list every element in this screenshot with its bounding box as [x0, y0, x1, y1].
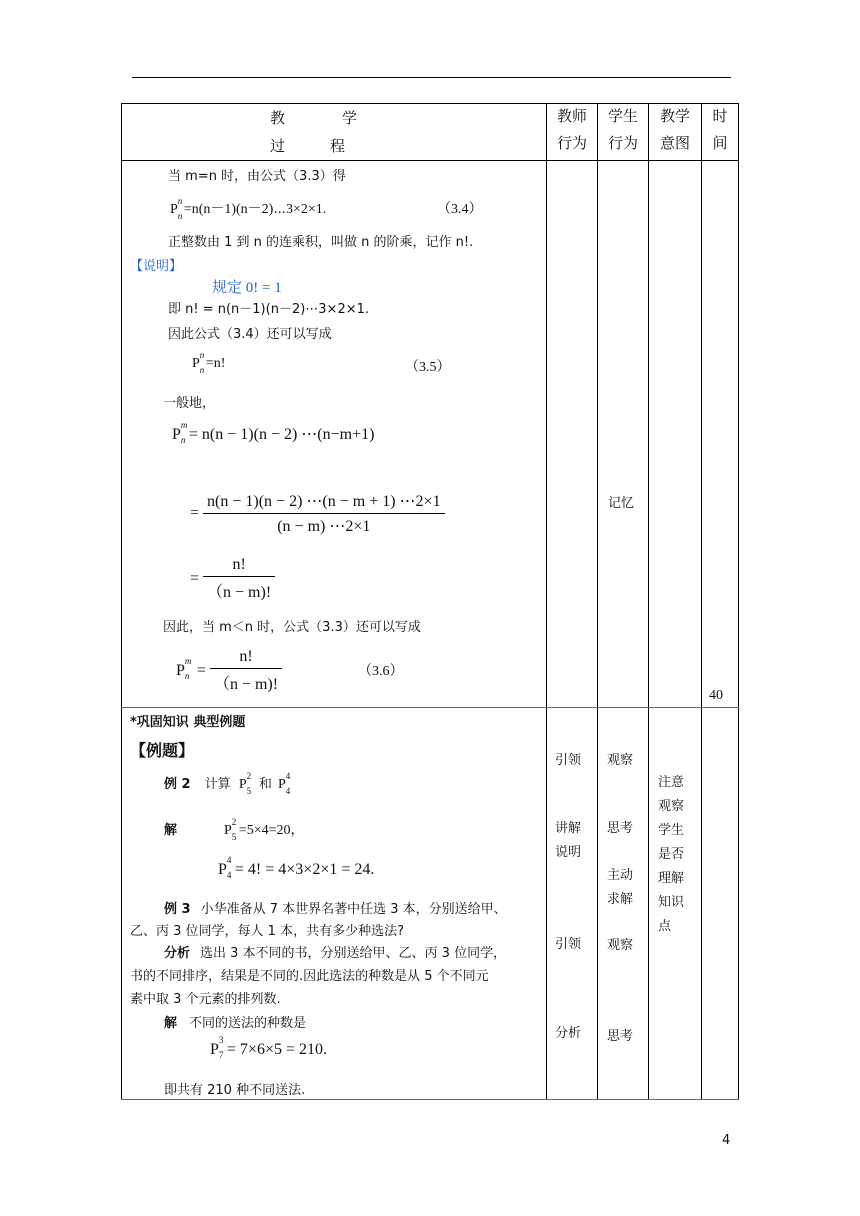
- col-divider-2: [597, 103, 598, 1100]
- teacher-behavior-3: 引领: [555, 937, 582, 952]
- note-label: 【说明】: [130, 259, 183, 274]
- student-behavior-4: 观察: [607, 938, 634, 953]
- formula-3-6: P m n = $\frac{n!}{(n - m)!}$: [176, 648, 282, 694]
- solution-label-1: 解: [164, 823, 178, 838]
- header-teaching-intent: 教学 意图: [659, 107, 690, 152]
- solution-p52: P 2 5 =5×4=20，: [224, 817, 305, 842]
- header-teacher-behavior: 教师 行为: [556, 107, 587, 152]
- analysis-line1: 分析 选出 3 本不同的书，分别送给甲、乙、丙 3 位同学，: [164, 946, 507, 961]
- solution-p44: P 4 4 = 4! = 4×3×2×1 = 24.: [218, 855, 375, 880]
- page-number: 4: [722, 1133, 731, 1148]
- top-rule: [132, 77, 731, 78]
- table-top-border: [121, 103, 739, 104]
- note-zero-factorial: 规定 0! = 1: [212, 280, 282, 296]
- col-divider-1: [546, 103, 547, 1100]
- formula-3-6-number: （3.6）: [358, 664, 404, 679]
- student-behavior-memorize: 记忆: [608, 496, 635, 511]
- teacher-behavior-2: 讲解 说明: [555, 821, 582, 860]
- text-when-m-equals-n: 当 m=n 时，由公式（3.3）得: [168, 169, 346, 184]
- section-title: *巩固知识 典型例题: [130, 715, 246, 730]
- formula-general: P m n = n(n − 1)(n − 2) ⋯(n−m+1): [172, 420, 375, 445]
- col-divider-4: [701, 103, 702, 1100]
- analysis-line3: 素中取 3 个元素的排列数.: [130, 992, 281, 1007]
- teacher-behavior-4: 分析: [555, 1026, 582, 1041]
- student-behavior-1: 观察: [607, 753, 634, 768]
- example-3-line2: 乙、丙 3 位同学，每人 1 本，共有多少种选法?: [130, 924, 404, 939]
- formula-fraction-2: = $\frac{n!}{(n - m)!}$: [190, 556, 275, 602]
- teaching-intent: 注意 观察 学生 是否 理解 知识 点: [658, 775, 685, 934]
- student-behavior-3: 主动 求解: [607, 868, 634, 907]
- text-in-general: 一般地，: [163, 396, 216, 411]
- header-col1-char1: 教: [270, 109, 286, 127]
- example-2: 例 2 计算 P 2 5 和 P 4 4: [164, 771, 291, 796]
- header-time: 时 间: [712, 107, 728, 152]
- student-behavior-5: 思考: [607, 1029, 634, 1044]
- text-factorial-definition: 正整数由 1 到 n 的连乘积，叫做 n 的阶乘，记作 n!.: [168, 235, 474, 250]
- text-n-factorial: 即 n! = n(n－1)(n－2)⋯3×2×1.: [168, 302, 370, 317]
- formula-3-5-number: （3.5）: [405, 360, 451, 375]
- table-bottom-border: [121, 1099, 739, 1100]
- analysis-line2: 书的不同排序，结果是不同的.因此选法的种数是从 5 个不同元: [130, 969, 489, 984]
- formula-fraction-1: = $\frac{n(n - 1)(n - 2) \cdots(n - m + 1) \cdots 2\times 1}{(n - m) \cdots 2\times 1}$: [190, 491, 445, 536]
- header-student-behavior: 学生 行为: [607, 107, 638, 152]
- teacher-behavior-1: 引领: [555, 753, 582, 768]
- example-3-line1: 例 3 小华准备从 7 本世界名著中任选 3 本，分别送给甲、: [164, 902, 507, 917]
- formula-3-4: P n n =n(n－1)(n－2)⋯3×2×1.: [170, 196, 327, 221]
- student-behavior-2: 思考: [607, 821, 634, 836]
- time-value: 40: [709, 688, 723, 703]
- solution-3: 解 不同的送法的种数是: [164, 1016, 307, 1031]
- text-when-m-less-n: 因此，当 m＜n 时，公式（3.3）还可以写成: [163, 620, 421, 635]
- header-col1-char3: 过: [270, 137, 286, 155]
- table-border-right: [738, 103, 739, 1100]
- formula-3-5: P n n =n!: [192, 350, 226, 375]
- table-border-left: [121, 103, 122, 1100]
- example-label: 【例题】: [130, 741, 195, 760]
- header-col1-char2: 学: [342, 109, 358, 127]
- col-divider-3: [648, 103, 649, 1100]
- conclusion: 即共有 210 种不同送法.: [164, 1083, 306, 1098]
- formula-3-4-number: （3.4）: [437, 202, 483, 217]
- solution-p73: P 3 7 = 7×6×5 = 210.: [210, 1035, 327, 1060]
- row-divider: [121, 707, 739, 708]
- text-formula-rewrite: 因此公式（3.4）还可以写成: [168, 327, 332, 342]
- header-bottom-border: [121, 160, 739, 161]
- header-col1-char4: 程: [330, 137, 346, 155]
